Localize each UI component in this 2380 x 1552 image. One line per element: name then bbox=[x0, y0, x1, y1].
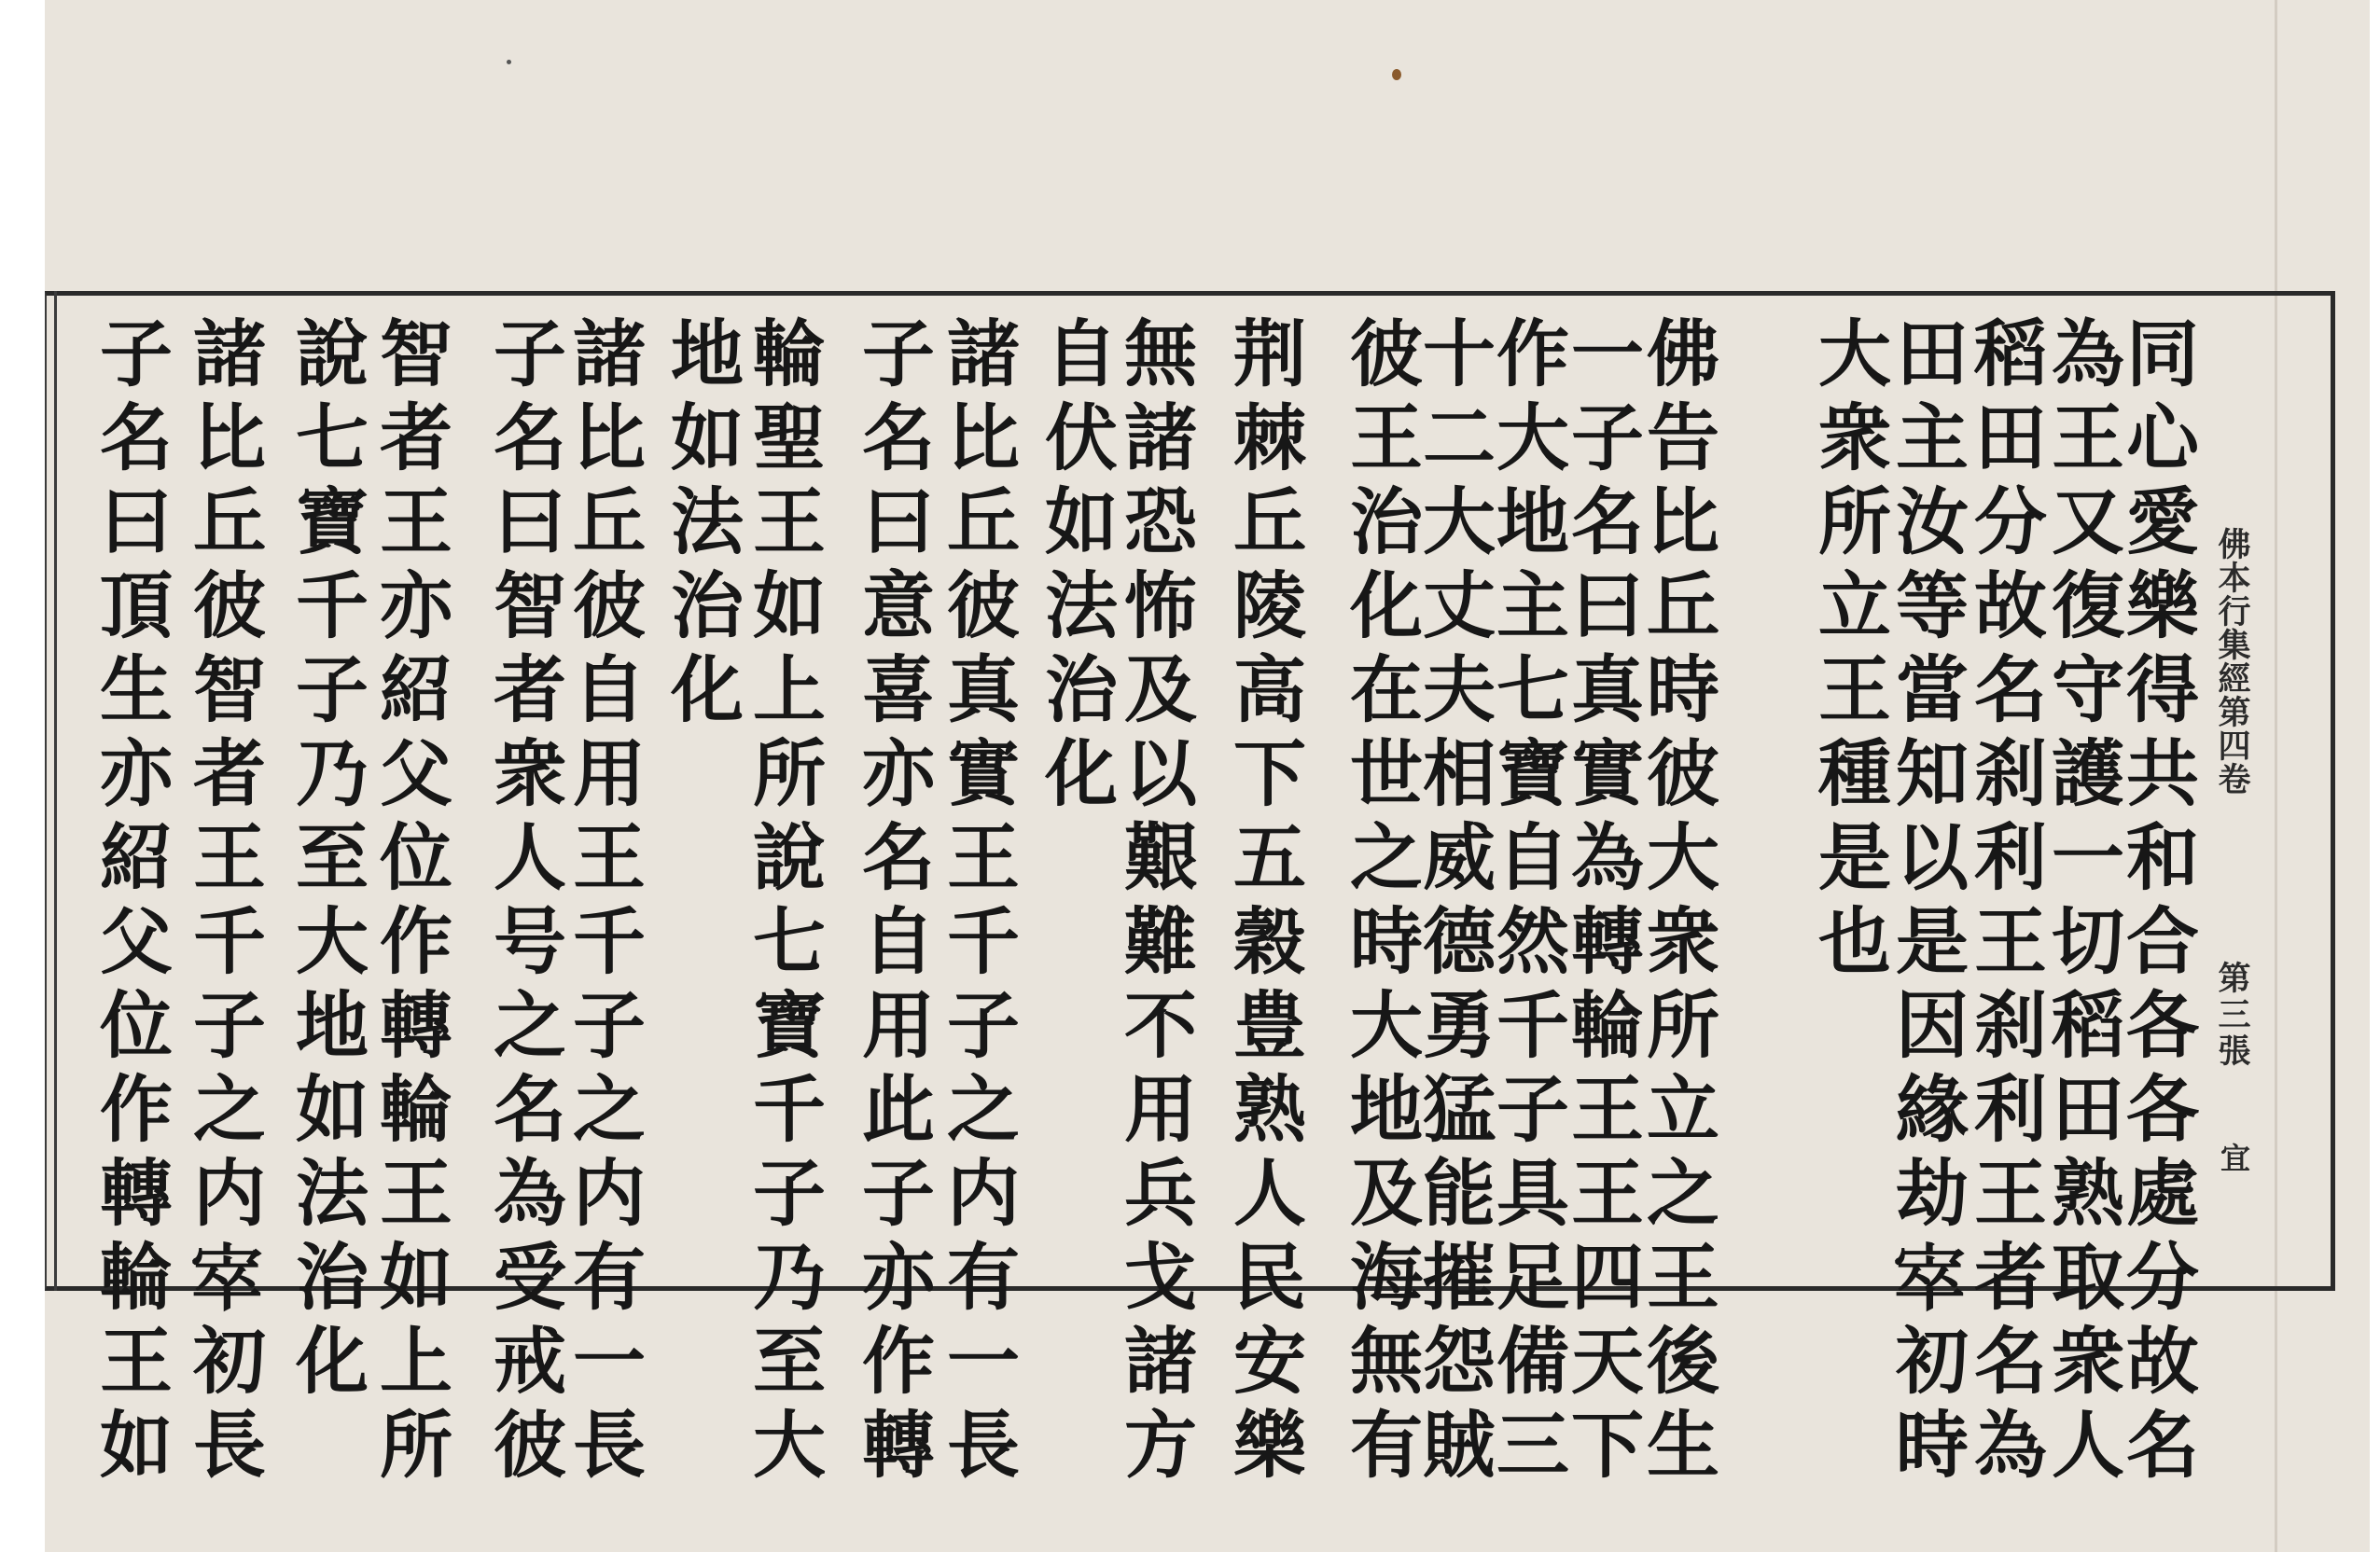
text-column-21: 說七寶千子乃至大地如法治化 bbox=[284, 315, 369, 1406]
text-column-22: 諸比丘彼智者王千子之内𡨧初長 bbox=[181, 315, 266, 1490]
text-column-3: 稻田分故名刹利王刹利王者名為 bbox=[1962, 315, 2047, 1490]
text-column-10: 彼王治化在世之時大地及海無有 bbox=[1338, 315, 1423, 1490]
text-column-14: 諸比丘彼真實王千子之内有一長 bbox=[935, 315, 1020, 1490]
text-column-11: 荆棘丘陵高下五穀豊熟人民安樂 bbox=[1221, 315, 1306, 1490]
text-column-23: 子名曰頂生亦紹父位作轉輪王如 bbox=[88, 315, 173, 1490]
text-column-20: 智者王亦紹父位作轉輪王如上所 bbox=[368, 315, 452, 1490]
text-column-4: 田主汝等當知以是因緣劫𡨧初時 bbox=[1884, 315, 1969, 1490]
text-column-5: 大衆所立王種是也 bbox=[1806, 315, 1891, 987]
text-column-17: 地如法治化 bbox=[659, 315, 744, 735]
text-column-9: 十二大丈夫相威德勇猛能摧怨賊 bbox=[1411, 315, 1496, 1490]
text-column-16: 輪聖王如上所說七寶千子乃至大 bbox=[741, 315, 826, 1490]
text-column-8: 作大地主七寶自然千子具足備三 bbox=[1484, 315, 1569, 1490]
text-column-7: 一子名曰真實為轉輪王王四天下 bbox=[1559, 315, 1644, 1490]
text-column-2: 為王又復守護一切稻田熟取衆人 bbox=[2039, 315, 2124, 1490]
text-column-6: 佛告比丘時彼大衆所立之王後生 bbox=[1635, 315, 1719, 1490]
text-column-13: 自伏如法治化 bbox=[1033, 315, 1118, 819]
frame-inner-line bbox=[54, 291, 57, 1291]
text-column-15: 子名曰意喜亦名自用此子亦作轉 bbox=[850, 315, 935, 1490]
text-column-1: 同心愛樂得共和合各各處分故名 bbox=[2114, 315, 2199, 1490]
marginal-mark: 宜 bbox=[2216, 1143, 2251, 1172]
marginal-page: 第三張 bbox=[2213, 961, 2251, 1070]
ink-speck bbox=[507, 60, 511, 64]
text-column-12: 無諸恐怖及以艱難不用兵戈諸方 bbox=[1112, 315, 1197, 1490]
text-column-18: 諸比丘彼自用王千子之内有一長 bbox=[561, 315, 646, 1490]
ink-stain bbox=[1392, 69, 1401, 80]
text-column-19: 子名曰智者衆人号之名為受戒彼 bbox=[481, 315, 566, 1490]
marginal-title: 佛本行集經第四卷 bbox=[2213, 527, 2251, 796]
